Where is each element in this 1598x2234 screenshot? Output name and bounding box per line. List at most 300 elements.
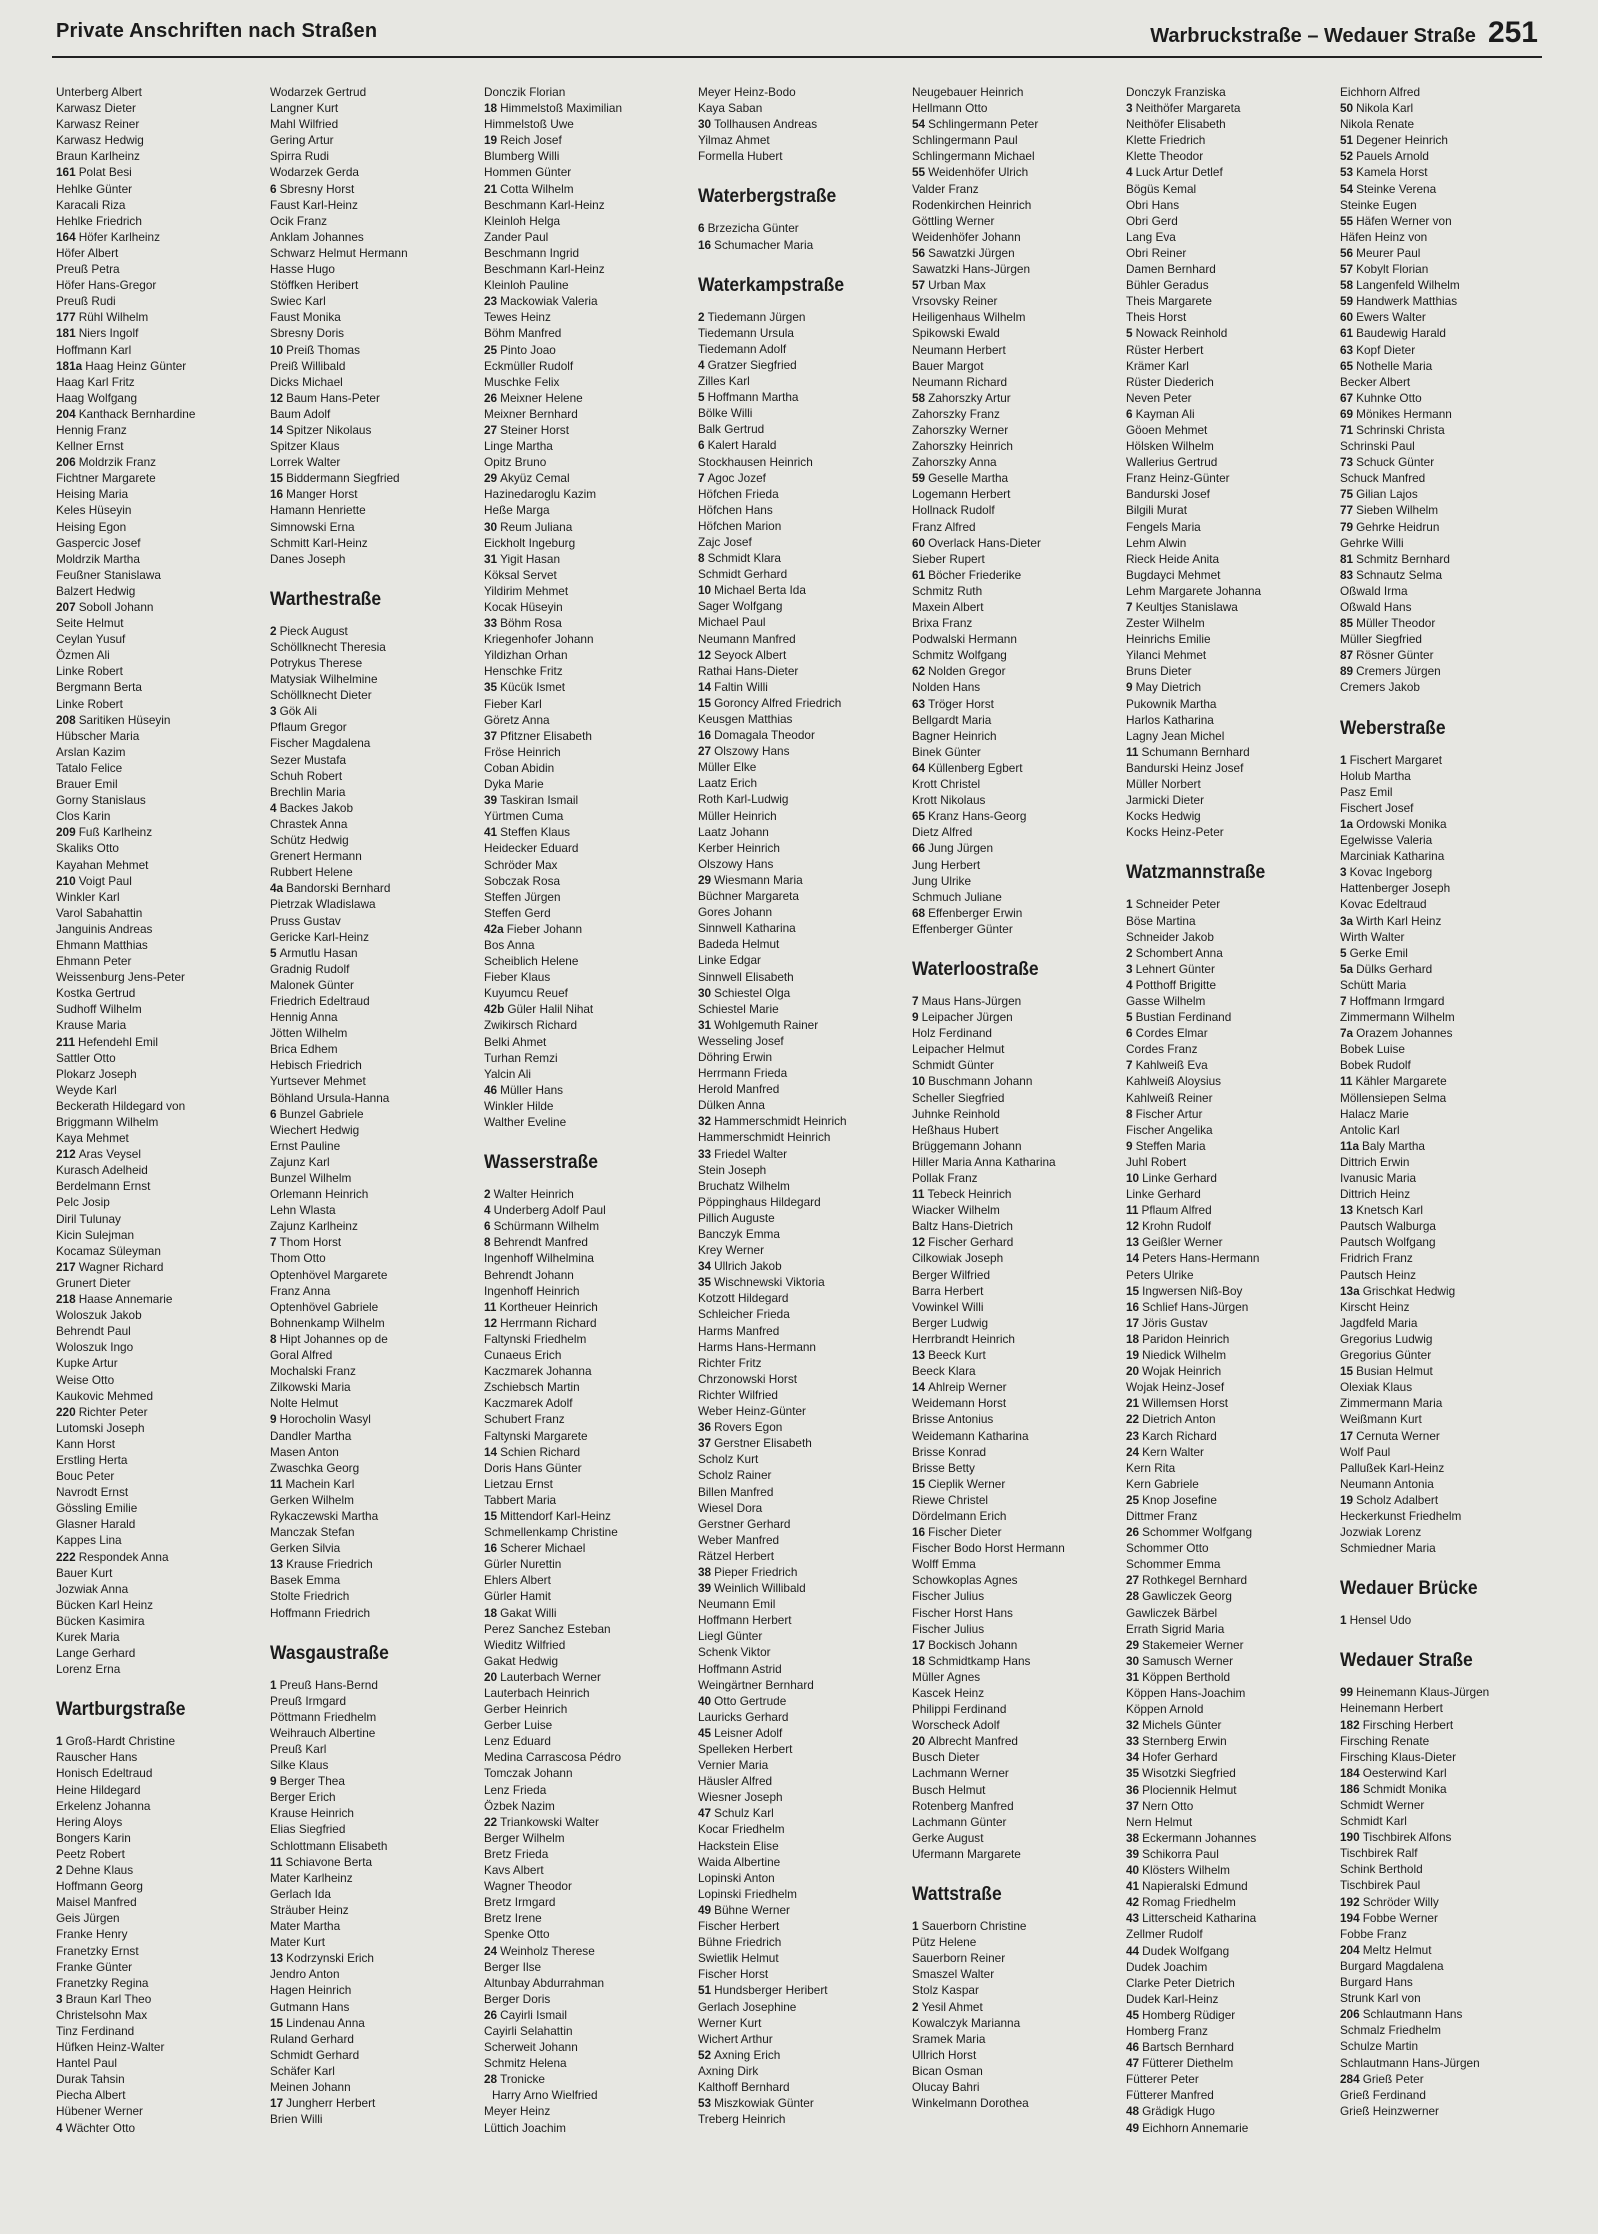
resident-entry <box>1340 390 1546 406</box>
house-number: 206 <box>1340 2007 1360 2022</box>
resident-entry <box>1340 1267 1546 1283</box>
resident-name: Kahlweiß Aloysius <box>1126 1074 1222 1089</box>
resident-entry <box>270 1805 476 1821</box>
resident-name: Mater Kurt <box>270 1935 326 1950</box>
resident-entry <box>270 784 476 800</box>
resident-entry <box>698 1210 904 1226</box>
house-number: 10 <box>698 583 712 598</box>
resident-name: Kortheuer Heinrich <box>499 1299 598 1314</box>
resident-name: Hoffmann Friedrich <box>270 1605 371 1620</box>
resident-entry <box>1340 164 1546 180</box>
resident-name: Juhnke Reinhold <box>912 1106 1000 1121</box>
resident-name: Wiesel Dora <box>698 1500 763 1515</box>
resident-entry <box>1340 2038 1546 2054</box>
resident-entry <box>912 1315 1118 1331</box>
resident-name: Chrastek Anna <box>270 816 348 831</box>
house-number: 10 <box>912 1074 926 1089</box>
resident-name: Zahorszky Artur <box>928 390 1011 405</box>
resident-entry <box>56 1146 262 1162</box>
resident-entry <box>270 1025 476 1041</box>
resident-name: Bühne Friedrich <box>698 1935 782 1950</box>
resident-name: Pieper Friedrich <box>714 1564 798 1579</box>
resident-entry <box>1340 1009 1546 1025</box>
resident-name: Sauerborn Reiner <box>912 1951 1006 1966</box>
resident-entry <box>56 438 262 454</box>
resident-entry <box>270 148 476 164</box>
resident-entry <box>698 1178 904 1194</box>
resident-entry <box>698 470 904 486</box>
resident-entry <box>56 1082 262 1098</box>
resident-name: Gasse Wilhelm <box>1126 993 1206 1008</box>
resident-name: Richter Fritz <box>698 1355 762 1370</box>
resident-name: Wojak Heinz-Josef <box>1126 1380 1225 1395</box>
resident-entry <box>1126 164 1332 180</box>
resident-entry <box>270 1234 476 1250</box>
resident-entry <box>56 824 262 840</box>
resident-entry <box>698 969 904 985</box>
resident-name: Cernuta Werner <box>1356 1428 1440 1443</box>
resident-entry <box>698 1902 904 1918</box>
resident-entry <box>484 502 690 518</box>
resident-name: Brica Edhem <box>270 1042 338 1057</box>
house-number: 3 <box>1340 865 1347 880</box>
resident-entry <box>912 2031 1118 2047</box>
resident-name: Kücük Ismet <box>500 680 566 695</box>
resident-name: Berger Ludwig <box>912 1315 989 1330</box>
resident-name: Dietz Alfred <box>912 825 973 840</box>
resident-entry <box>56 1959 262 1975</box>
resident-entry <box>270 1693 476 1709</box>
house-number: 3a <box>1340 913 1354 928</box>
resident-name: Böhm Manfred <box>484 326 562 341</box>
resident-name: Michael Paul <box>698 615 766 630</box>
resident-entry <box>1126 567 1332 583</box>
house-number: 61 <box>912 567 926 582</box>
resident-entry <box>270 1428 476 1444</box>
resident-name: Böse Martina <box>1126 913 1196 928</box>
resident-name: Scherer Michael <box>500 1541 586 1556</box>
resident-entry <box>56 1227 262 1243</box>
resident-entry <box>1340 752 1546 768</box>
resident-entry <box>1340 535 1546 551</box>
resident-name: Homberg Rüdiger <box>1142 2007 1236 2022</box>
resident-entry <box>56 1661 262 1677</box>
resident-entry <box>270 1508 476 1524</box>
resident-entry <box>1340 1057 1546 1073</box>
house-number: 30 <box>1126 1653 1140 1668</box>
resident-entry <box>270 1411 476 1427</box>
resident-entry <box>1340 1894 1546 1910</box>
resident-entry <box>698 1194 904 1210</box>
resident-entry <box>912 712 1118 728</box>
resident-name: Werner Kurt <box>698 2015 762 2030</box>
resident-entry <box>270 1202 476 1218</box>
resident-entry <box>56 1926 262 1942</box>
resident-entry <box>1126 1637 1332 1653</box>
resident-name: Rätzel Herbert <box>698 1548 775 1563</box>
resident-entry <box>270 325 476 341</box>
resident-entry <box>56 647 262 663</box>
resident-entry <box>484 905 690 921</box>
resident-entry <box>56 1034 262 1050</box>
house-number: 52 <box>698 2047 712 2062</box>
house-number: 41 <box>1126 1879 1140 1894</box>
resident-name: Gerken Silvia <box>270 1541 341 1556</box>
resident-name: Schombert Anna <box>1135 945 1223 960</box>
resident-entry <box>1340 1283 1546 1299</box>
resident-name: Michels Günter <box>1142 1718 1222 1733</box>
resident-entry <box>698 1580 904 1596</box>
resident-name: Schmidt Karl <box>1340 1814 1407 1829</box>
resident-entry <box>698 1242 904 1258</box>
resident-name: Gehrke Willi <box>1340 535 1404 550</box>
resident-name: Keultjes Stanislawa <box>1135 600 1238 614</box>
resident-entry <box>484 486 690 502</box>
resident-entry <box>1340 768 1546 784</box>
house-number: 1 <box>270 1677 277 1692</box>
resident-name: Bouc Peter <box>56 1469 115 1484</box>
house-number: 7 <box>1126 1058 1133 1073</box>
resident-entry <box>1126 519 1332 535</box>
resident-entry <box>912 1428 1118 1444</box>
resident-name: Feußner Stanislawa <box>56 567 161 582</box>
resident-name: Navrodt Ernst <box>56 1485 129 1500</box>
resident-name: Triankowski Walter <box>500 1814 599 1829</box>
resident-entry <box>270 993 476 1009</box>
resident-name: Burgard Magdalena <box>1340 1958 1444 1973</box>
resident-name: Fischer Julius <box>912 1621 985 1636</box>
resident-entry <box>912 567 1118 583</box>
resident-entry <box>1126 1943 1332 1959</box>
resident-name: Schmidtkamp Hans <box>928 1653 1031 1668</box>
resident-name: Wächter Otto <box>65 2120 136 2135</box>
resident-name: Hoffmann Karl <box>56 342 132 357</box>
resident-entry <box>270 1299 476 1315</box>
resident-name: Obri Reiner <box>1126 245 1187 260</box>
resident-name: Bretz Frieda <box>484 1846 549 1861</box>
resident-entry <box>1340 1781 1546 1797</box>
house-number: 44 <box>1126 1943 1140 1958</box>
resident-name: Sinnwell Katharina <box>698 921 796 936</box>
resident-name: Riewe Christel <box>912 1492 989 1507</box>
house-number: 46 <box>484 1082 498 1097</box>
resident-entry <box>484 213 690 229</box>
resident-name: Krause Heinrich <box>270 1806 354 1821</box>
resident-name: Cayirli Selahattin <box>484 2023 573 2038</box>
house-number: 27 <box>1126 1573 1140 1588</box>
resident-name: Donczik Florian <box>484 85 566 99</box>
resident-entry <box>912 921 1118 937</box>
resident-name: Philippi Ferdinand <box>912 1702 1007 1717</box>
resident-entry <box>912 1234 1118 1250</box>
resident-entry <box>270 719 476 735</box>
resident-name: Bandurski Josef <box>1126 487 1210 502</box>
resident-name: Axning Dirk <box>698 2063 759 2078</box>
resident-name: Kascek Heinz <box>912 1686 985 1700</box>
resident-name: Firsching Herbert <box>1362 1717 1454 1732</box>
resident-name: Anklam Johannes <box>270 229 364 244</box>
resident-entry <box>270 1492 476 1508</box>
resident-name: Eichhorn Alfred <box>1340 85 1421 99</box>
house-number: 161 <box>56 165 76 180</box>
resident-name: Dyka Marie <box>484 777 544 792</box>
resident-name: Luck Artur Detlef <box>1135 165 1223 180</box>
resident-entry <box>912 1138 1118 1154</box>
resident-name: Preuß Irmgard <box>270 1693 347 1708</box>
resident-entry <box>270 2047 476 2063</box>
resident-name: Kern Walter <box>1142 1444 1204 1459</box>
resident-name: Wirth Walter <box>1340 929 1405 944</box>
resident-entry <box>1126 1878 1332 1894</box>
resident-name: Weber Heinz-Günter <box>698 1404 806 1419</box>
resident-name: Kellner Ernst <box>56 439 124 454</box>
resident-entry <box>270 245 476 261</box>
resident-name: Müller Hans <box>500 1082 564 1097</box>
resident-entry <box>912 390 1118 406</box>
house-number: 13 <box>270 1951 284 1966</box>
resident-entry <box>270 454 476 470</box>
resident-entry <box>484 1733 690 1749</box>
resident-name: Peters Ulrike <box>1126 1267 1194 1282</box>
resident-entry <box>484 84 690 100</box>
resident-entry <box>912 792 1118 808</box>
house-number: 6 <box>270 1106 277 1121</box>
resident-name: Meyer Heinz <box>484 2104 551 2119</box>
resident-entry <box>270 623 476 639</box>
resident-name: Himmelstoß Uwe <box>484 117 574 132</box>
resident-entry <box>1340 567 1546 583</box>
resident-entry <box>698 679 904 695</box>
resident-entry <box>912 583 1118 599</box>
resident-entry <box>1340 261 1546 277</box>
resident-entry <box>1340 309 1546 325</box>
house-number: 99 <box>1340 1685 1354 1700</box>
resident-name: Nowack Reinhold <box>1135 326 1228 341</box>
street-heading: Waterloostraße <box>912 958 1039 980</box>
resident-entry <box>484 583 690 599</box>
resident-entry <box>270 896 476 912</box>
house-number: 57 <box>912 278 926 293</box>
resident-name: Faltynski Margarete <box>484 1428 588 1443</box>
resident-name: Beschmann Karl-Heinz <box>484 197 605 212</box>
house-number: 16 <box>270 487 284 502</box>
house-number: 12 <box>912 1235 926 1250</box>
resident-entry <box>484 679 690 695</box>
resident-name: Preuß Rudi <box>56 294 116 309</box>
resident-entry <box>1340 896 1546 912</box>
resident-entry <box>1126 1669 1332 1685</box>
resident-name: Fischer Julius <box>912 1589 985 1604</box>
resident-entry <box>1126 792 1332 808</box>
resident-entry <box>56 502 262 518</box>
page-number: 251 <box>1487 16 1538 49</box>
resident-name: Heiligenhaus Wilhelm <box>912 310 1026 325</box>
resident-name: Meinen Johann <box>270 2079 351 2094</box>
resident-entry <box>484 1476 690 1492</box>
resident-entry <box>698 437 904 453</box>
resident-name: Steinke Verena <box>1356 181 1437 196</box>
resident-name: Muschke Felix <box>484 374 560 389</box>
resident-entry <box>698 582 904 598</box>
resident-name: Soboll Johann <box>78 600 154 614</box>
resident-name: Fischer Horst <box>698 1967 769 1982</box>
resident-entry <box>698 2063 904 2079</box>
resident-entry <box>1126 1556 1332 1572</box>
resident-entry <box>1340 1910 1546 1926</box>
resident-entry <box>484 1508 690 1524</box>
street-heading: Wasgaustraße <box>270 1642 389 1664</box>
resident-name: Manger Horst <box>286 487 358 502</box>
resident-entry <box>1126 1411 1332 1427</box>
resident-entry <box>912 1556 1118 1572</box>
resident-entry <box>698 1258 904 1274</box>
resident-name: Glasner Harald <box>56 1517 136 1532</box>
house-number: 47 <box>1126 2056 1140 2071</box>
resident-name: Knop Josefine <box>1142 1492 1217 1507</box>
resident-entry <box>56 2120 262 2136</box>
resident-name: Lang Eva <box>1126 229 1176 244</box>
resident-entry <box>1340 213 1546 229</box>
resident-entry <box>912 631 1118 647</box>
house-number: 15 <box>698 695 712 710</box>
house-number: 12 <box>484 1315 498 1330</box>
house-number: 45 <box>698 1725 712 1740</box>
resident-entry <box>912 1814 1118 1830</box>
resident-name: Linke Edgar <box>698 953 761 968</box>
resident-entry <box>1340 1315 1546 1331</box>
resident-name: Kaukovic Mehmed <box>56 1388 154 1403</box>
resident-entry <box>1340 663 1546 679</box>
resident-name: Jarmicki Dieter <box>1126 793 1204 808</box>
house-number: 210 <box>56 873 76 888</box>
resident-entry <box>912 1411 1118 1427</box>
resident-entry <box>270 1476 476 1492</box>
resident-name: Göttling Werner <box>912 213 995 228</box>
resident-entry <box>56 84 262 100</box>
resident-name: Chrzonowski Horst <box>698 1371 797 1386</box>
resident-entry <box>484 1114 690 1130</box>
resident-entry <box>1126 776 1332 792</box>
resident-name: Karwasz Hedwig <box>56 133 144 148</box>
resident-name: Orazem Johannes <box>1356 1026 1453 1041</box>
resident-name: Kavs Albert <box>484 1863 544 1878</box>
resident-entry <box>1340 816 1546 832</box>
resident-name: Höfer Hans-Gregor <box>56 278 157 293</box>
resident-name: Ehlers Albert <box>484 1573 551 1588</box>
resident-name: Scholz Adalbert <box>1356 1492 1439 1507</box>
resident-name: Sawatzki Jürgen <box>928 245 1015 260</box>
resident-entry <box>698 743 904 759</box>
resident-name: Preiß Willibald <box>270 358 346 373</box>
house-number: 48 <box>1126 2104 1140 2119</box>
resident-entry <box>484 1749 690 1765</box>
resident-name: Fieber Klaus <box>484 970 551 985</box>
resident-name: Fütterer Manfred <box>1126 2088 1214 2103</box>
house-number: 6 <box>1126 1026 1133 1041</box>
resident-entry <box>912 728 1118 744</box>
resident-entry <box>912 422 1118 438</box>
resident-entry <box>270 309 476 325</box>
house-number: 75 <box>1340 487 1354 502</box>
resident-entry <box>56 1878 262 1894</box>
resident-entry <box>270 848 476 864</box>
resident-entry <box>698 405 904 421</box>
resident-entry <box>56 293 262 309</box>
house-number: 29 <box>484 471 498 486</box>
resident-name: Honisch Edeltraud <box>56 1766 153 1781</box>
resident-name: Wesseling Josef <box>698 1033 784 1048</box>
house-number: 16 <box>698 237 712 252</box>
resident-name: Schlief Hans-Jürgen <box>1142 1299 1249 1314</box>
resident-entry <box>56 776 262 792</box>
directory-column <box>484 84 690 2136</box>
resident-name: Perez Sanchez Esteban <box>484 1621 611 1636</box>
resident-name: Scholz Kurt <box>698 1452 759 1467</box>
resident-name: Axning Erich <box>714 2047 781 2062</box>
resident-entry <box>698 1596 904 1612</box>
resident-entry <box>912 1782 1118 1798</box>
resident-name: Berger Ilse <box>484 1959 542 1974</box>
resident-entry <box>56 1581 262 1597</box>
resident-entry <box>698 1274 904 1290</box>
resident-name: Taskiran Ismail <box>500 793 579 808</box>
resident-entry <box>56 631 262 647</box>
resident-entry <box>1340 406 1546 422</box>
resident-name: Bögüs Kemal <box>1126 181 1197 196</box>
resident-name: Keles Hüseyin <box>56 503 132 518</box>
resident-name: Dudek Joachim <box>1126 1959 1208 1974</box>
resident-name: Krohn Rudolf <box>1142 1219 1211 1234</box>
resident-entry <box>912 1299 1118 1315</box>
resident-name: Herrmann Richard <box>500 1315 597 1330</box>
resident-name: Krott Nikolaus <box>912 793 986 808</box>
resident-entry <box>912 1444 1118 1460</box>
resident-entry <box>484 277 690 293</box>
resident-entry <box>1340 1733 1546 1749</box>
resident-name: Nikola Renate <box>1340 117 1415 132</box>
resident-entry <box>698 1129 904 1145</box>
resident-name: Walter Heinrich <box>493 1187 574 1202</box>
resident-name: Geis Jürgen <box>56 1911 120 1926</box>
resident-name: Schmidt Monika <box>1362 1781 1447 1796</box>
resident-entry <box>270 1870 476 1886</box>
resident-name: Franetzky Ernst <box>56 1943 139 1958</box>
resident-name: Preuß Petra <box>56 262 120 277</box>
resident-name: Knetsch Karl <box>1356 1203 1424 1218</box>
resident-name: Balzert Hedwig <box>56 583 136 598</box>
house-number: 56 <box>912 245 926 260</box>
resident-entry <box>270 1460 476 1476</box>
resident-entry <box>912 1508 1118 1524</box>
house-number: 10 <box>270 342 284 357</box>
resident-name: Holz Ferdinand <box>912 1026 992 1041</box>
resident-name: Strunk Karl von <box>1340 1991 1421 2006</box>
house-number: 3 <box>270 704 277 719</box>
resident-name: Underberg Adolf Paul <box>493 1203 606 1218</box>
resident-name: Wodarzek Gerda <box>270 165 359 180</box>
resident-entry <box>56 1862 262 1878</box>
resident-name: Bühne Werner <box>714 1902 790 1917</box>
resident-entry <box>56 277 262 293</box>
resident-entry <box>912 840 1118 856</box>
resident-entry <box>698 920 904 936</box>
house-number: 39 <box>698 1581 712 1596</box>
resident-name: Schäfer Karl <box>270 2063 335 2078</box>
resident-name: Clarke Peter Dietrich <box>1126 1975 1235 1990</box>
resident-name: Häfen Werner von <box>1356 213 1452 228</box>
house-number: 4 <box>698 357 705 372</box>
resident-name: Zilkowski Maria <box>270 1380 351 1395</box>
